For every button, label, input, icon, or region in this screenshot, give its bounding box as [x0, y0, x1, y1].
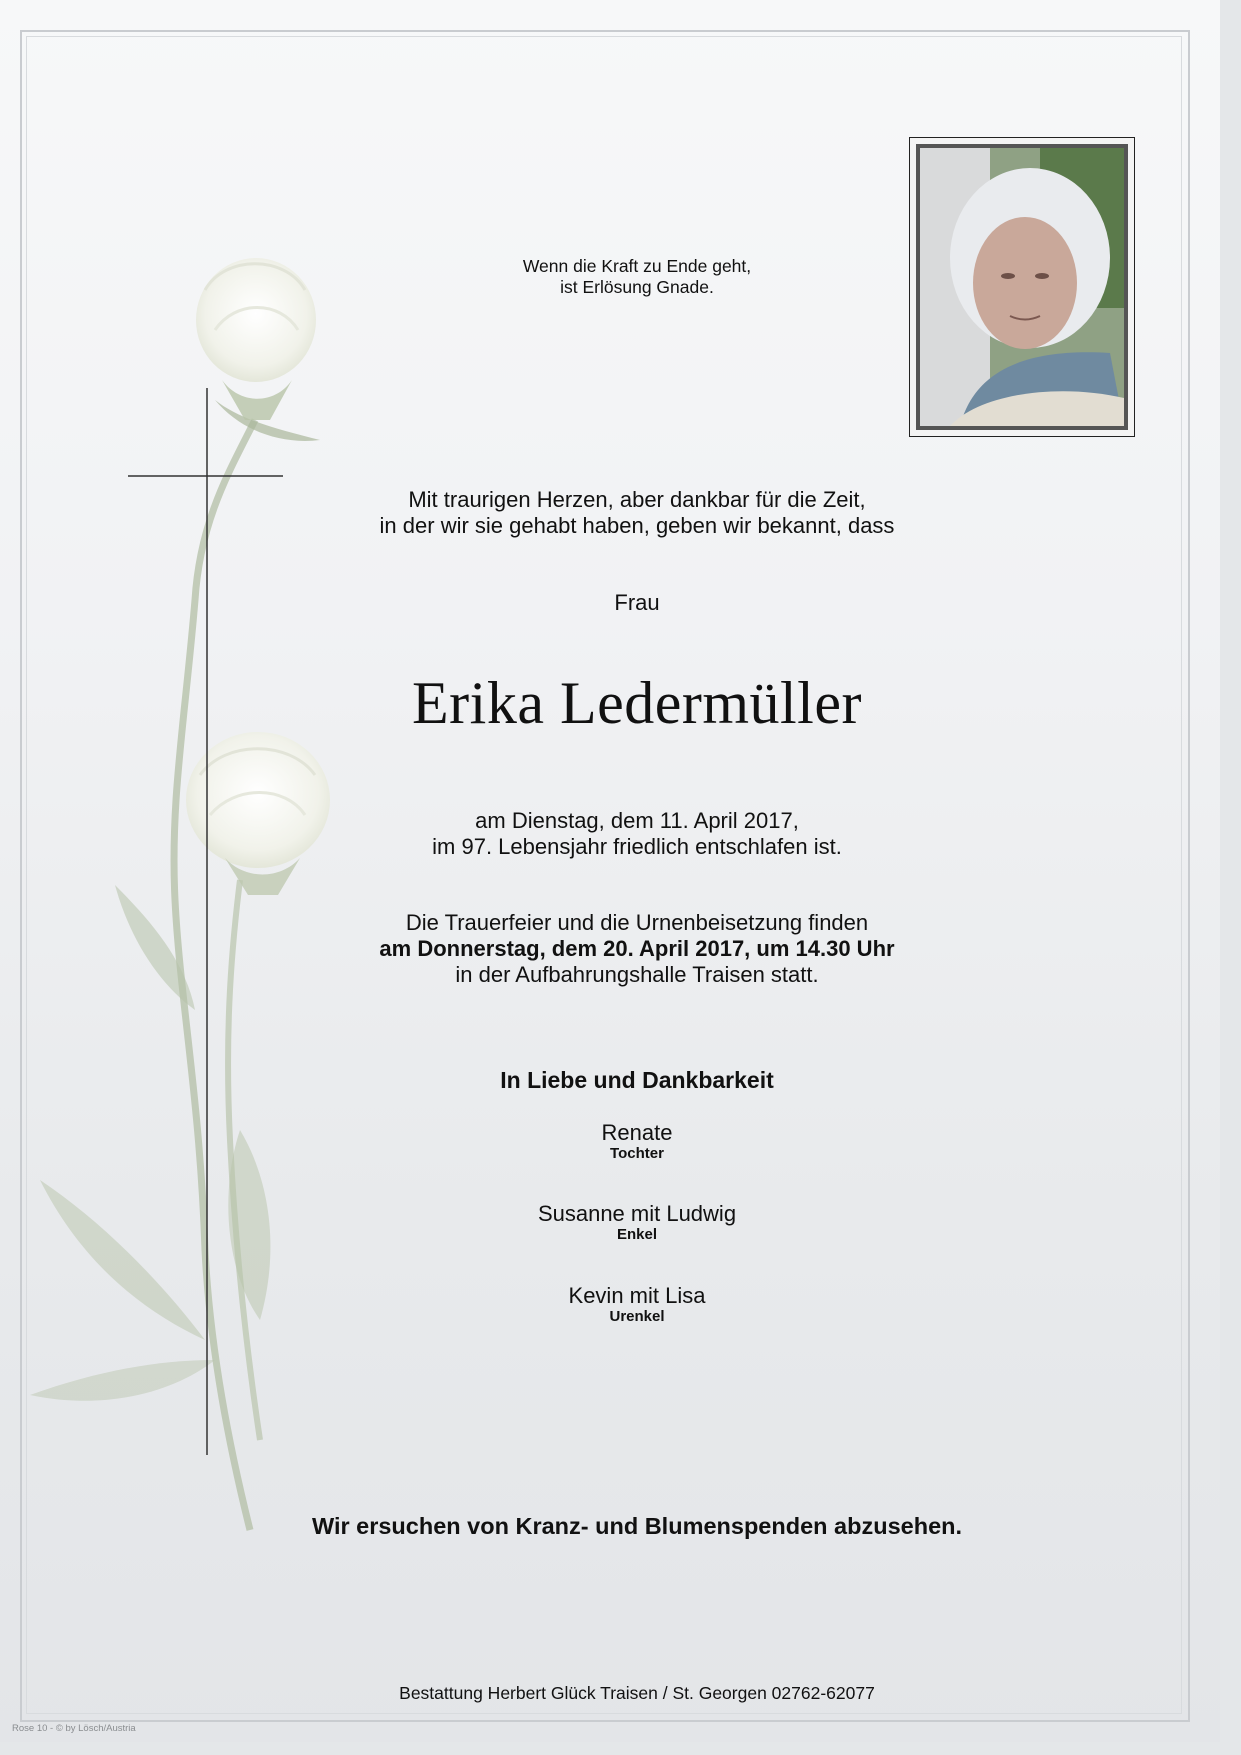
- donation-request: Wir ersuchen von Kranz- und Blumenspenden abzusehen.: [311, 1513, 963, 1539]
- funeral-home-footer: Bestattung Herbert Glück Traisen / St. Georgen 02762-62077: [399, 1683, 875, 1703]
- funeral-location: in der Aufbahrungshalle Traisen statt.: [455, 962, 819, 987]
- intro-line: Mit traurigen Herzen, aber dankbar für die Zeit,: [408, 487, 866, 512]
- leaf: [30, 1360, 215, 1401]
- mourner: [250, 1202, 1024, 1244]
- intro-line: in der wir sie gehabt haben, geben wir bekannt, dass: [379, 513, 895, 538]
- mourner: [250, 1121, 1024, 1163]
- leaf: [40, 1180, 205, 1340]
- motto: [250, 256, 1024, 298]
- mourner-name: Renate: [601, 1120, 673, 1145]
- imprint: Rose 10 - © by Lösch/Austria: [12, 1723, 136, 1734]
- mourner-relation: Urenkel: [609, 1308, 665, 1325]
- death-line: am Dienstag, dem 11. April 2017,: [475, 808, 799, 833]
- mourner-relation: Enkel: [616, 1226, 658, 1243]
- deceased-name: Erika Ledermüller: [412, 670, 862, 736]
- mourner-name: Kevin mit Lisa: [568, 1283, 706, 1308]
- funeral-details: [250, 910, 1024, 988]
- mourner-relation: Tochter: [610, 1145, 664, 1162]
- closing-line: In Liebe und Dankbarkeit: [500, 1067, 774, 1093]
- funeral-line: Die Trauerfeier und die Urnenbeisetzung finden: [405, 910, 869, 935]
- motto-line: Wenn die Kraft zu Ende geht,: [522, 256, 752, 276]
- motto-line: ist Erlösung Gnade.: [560, 277, 714, 297]
- intro-text: [250, 487, 1024, 539]
- funeral-date: am Donnerstag, dem 20. April 2017, um 14.30 Uhr: [379, 936, 895, 961]
- mourner-name: Susanne mit Ludwig: [537, 1201, 737, 1226]
- mourner: [250, 1284, 1024, 1326]
- salutation: Frau: [614, 590, 660, 615]
- death-notice: [250, 808, 1024, 860]
- leaf: [115, 885, 195, 1010]
- death-line: im 97. Lebensjahr friedlich entschlafen ist.: [432, 834, 842, 859]
